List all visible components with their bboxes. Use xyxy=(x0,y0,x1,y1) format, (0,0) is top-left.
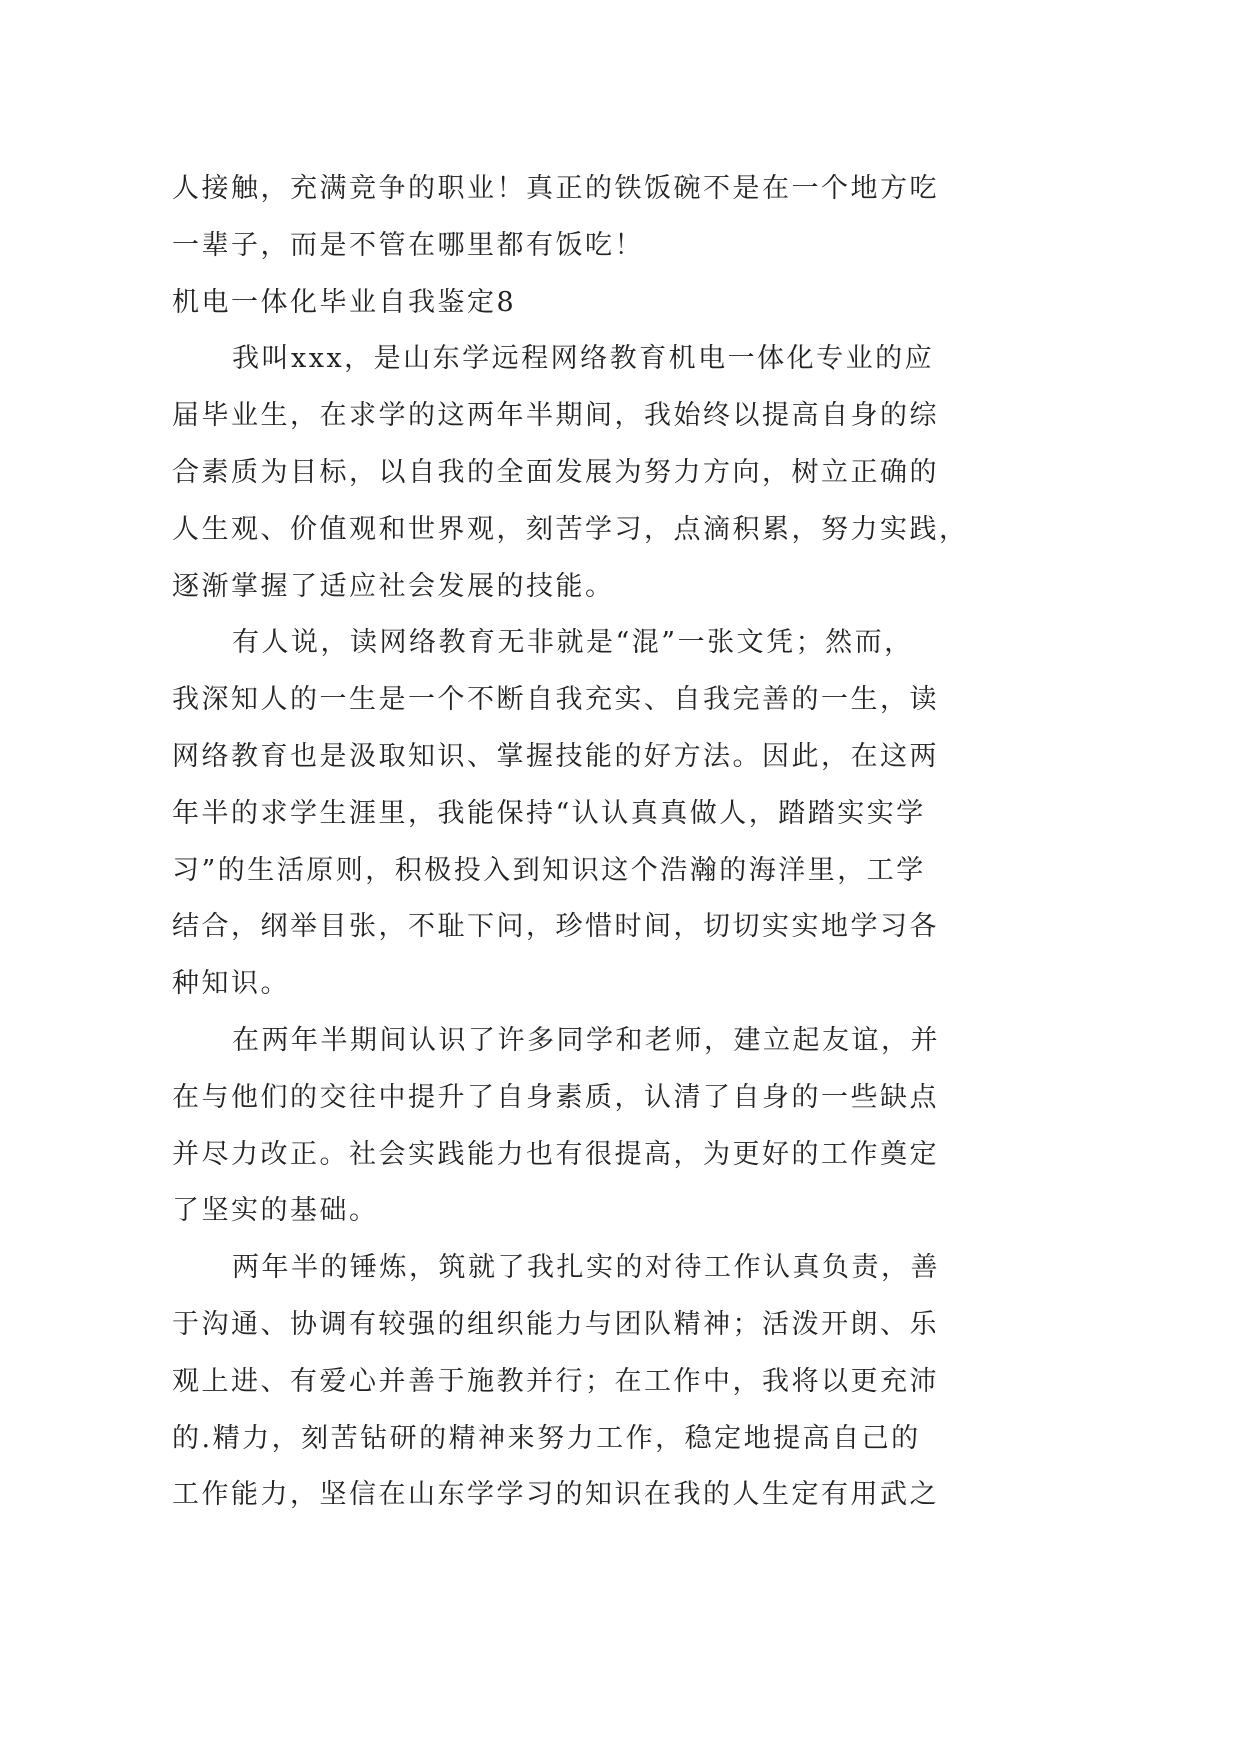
text-line: 种知识。 xyxy=(172,968,290,1000)
text-line: 结合，纲举目张，不耻下问，珍惜时间，切切实实地学习各 xyxy=(172,911,939,943)
text-line: 习”的生活原则，积极投入到知识这个浩瀚的海洋里，工学 xyxy=(172,854,926,886)
text-line: 届毕业生，在求学的这两年半期间，我始终以提高自身的综 xyxy=(172,400,939,432)
text-line: 工作能力，坚信在山东学学习的知识在我的人生定有用武之 xyxy=(172,1479,939,1511)
text-line: 观上进、有爱心并善于施教并行；在工作中，我将以更充沛 xyxy=(172,1365,939,1397)
text-line: 年半的求学生涯里，我能保持“认认真真做人，踏踏实实学 xyxy=(172,797,926,829)
paragraph-continuation xyxy=(172,161,962,275)
paragraph xyxy=(172,331,969,615)
text-line: 网络教育也是汲取知识、掌握技能的好方法。因此，在这两 xyxy=(172,740,939,772)
document-body xyxy=(172,161,969,1524)
text-line: 人接触，充满竞争的职业！真正的铁饭碗不是在一个地方吃 xyxy=(172,173,939,204)
paragraph xyxy=(172,1013,962,1240)
text-line: 我深知人的一生是一个不断自我充实、自我完善的一生，读 xyxy=(172,684,939,716)
text-line: 合素质为目标，以自我的全面发展为努力方向，树立正确的 xyxy=(172,456,939,488)
text-line: 有人说，读网络教育无非就是“混”一张文凭；然而， xyxy=(232,627,914,659)
text-line: 的.精力，刻苦钻研的精神来努力工作，稳定地提高自己的 xyxy=(172,1422,921,1454)
paragraph xyxy=(172,1240,962,1524)
text-line: 人生观、价值观和世界观，刻苦学习，点滴积累，努力实践， xyxy=(172,513,969,545)
text-line: 一辈子，而是不管在哪里都有饭吃！ xyxy=(172,229,644,261)
text-line: 并尽力改正。社会实践能力也有很提高，为更好的工作奠定 xyxy=(172,1138,939,1170)
text-line: 在与他们的交往中提升了自身素质，认清了自身的一些缺点 xyxy=(172,1081,939,1113)
text-line: 在两年半期间认识了许多同学和老师，建立起友谊，并 xyxy=(232,1024,940,1056)
text-line: 我叫xxx，是山东学远程网络教育机电一体化专业的应 xyxy=(232,343,935,375)
text-line: 了坚实的基础。 xyxy=(172,1195,379,1227)
section-title: 机电一体化毕业自我鉴定8 xyxy=(172,286,517,318)
text-line: 两年半的锤炼，筑就了我扎实的对待工作认真负责，善 xyxy=(232,1252,940,1284)
text-line: 逐渐掌握了适应社会发展的技能。 xyxy=(172,570,615,602)
paragraph xyxy=(172,615,962,1013)
text-line: 于沟通、协调有较强的组织能力与团队精神；活泼开朗、乐 xyxy=(172,1308,939,1340)
